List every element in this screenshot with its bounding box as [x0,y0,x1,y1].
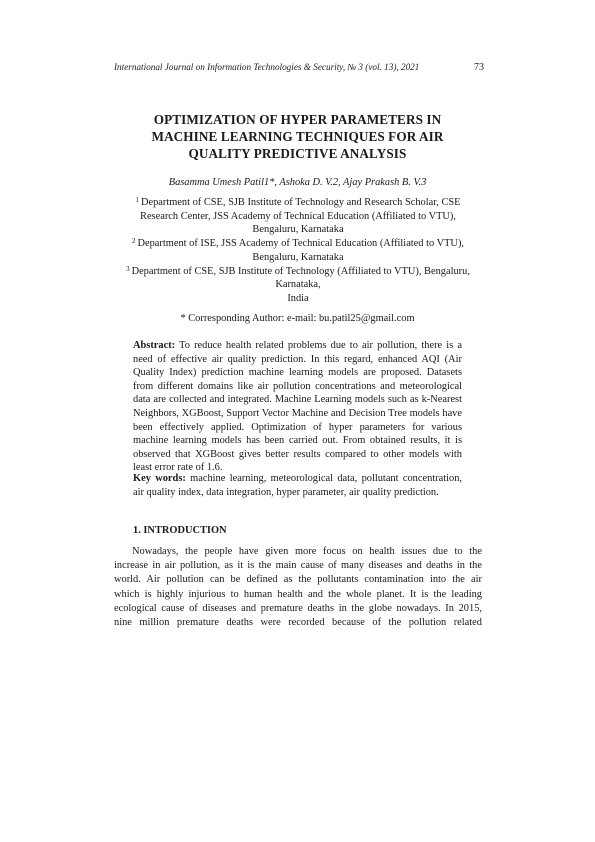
corresponding-author: * Corresponding Author: e-mail: bu.patil25@gmail.com [180,313,415,324]
affiliation-line: $^2$ Department of ISE, JSS Academy of Technical Education (Affiliated to VTU), [132,237,464,250]
author-list: Basamma Umesh Patil1*, Ashoka D. V.2, Ajay Prakash B. V.3 [168,177,427,188]
affiliation-mark: 3 [126,264,130,273]
keywords-text: machine learning, meteorological data, pollutant concentration, air quality index, data integration, hyper parameter, air quality prediction. [133,473,462,498]
affiliation-line: Karnataka, [275,279,321,291]
affiliation-line: India [287,292,309,304]
body-line: which is highly injurious to human health and the whole planet. It is the leading [114,588,482,600]
affiliation-line: Bengaluru, Karnataka [252,224,344,236]
keywords [133,472,462,499]
running-header: International Journal on Information Technologies & Security, № 3 (vol. 13), 2021 [114,62,420,72]
title-line: OPTIMIZATION OF HYPER PARAMETERS IN [153,112,442,127]
section-heading: 1. INTRODUCTION [133,525,227,536]
body-line: nine million premature deaths were recorded because of the pollution related [114,617,482,629]
paper-title [100,111,495,162]
affiliations [108,196,488,306]
affiliation-line: Bengaluru, Karnataka [252,251,344,263]
body-line: increase in air pollution, as it is the main cause of many diseases and deaths in the [114,560,482,572]
body-line: Nowadays, the people have given more focus on health issues due to the [132,546,482,557]
affiliation-line: $^3$ Department of CSE, SJB Institute of Technology (Affiliated to VTU), Bengaluru, [126,264,470,277]
abstract [133,339,462,475]
affiliation-mark: 1 [135,196,139,204]
body-line: world. Air pollution can be defined as the pollutants contamination into the air [114,574,482,586]
body-line: ecological cause of diseases and premature deaths in the globe nowadays. In 2015, [114,602,482,614]
title-line: QUALITY PREDICTIVE ANALYSIS [188,146,407,161]
abstract-label: Abstract: [133,340,176,351]
affiliation-mark: 2 [132,237,136,246]
affiliation-line: $^1$ Department of CSE, SJB Institute of Technology and Research Scholar, CSE [135,196,461,208]
keywords-label: Key words: [133,473,186,484]
affiliation-line: Research Center, JSS Academy of Technical Education (Affiliated to VTU), [140,210,456,222]
abstract-text: To reduce health related problems due to air pollution, there is a need of effective air quality prediction. In this regard, enhanced AQI (Air Quality Index) prediction machine learning models are proposed. Datasets from different domains like air pollution concentrations and meteorological data are collected and integrated. Machine Learning models such as k-Nearest Neighbors, XGBoost, Support Vector Machine and Decision Tree models have been effectively applied. Optimization of hyper parameters for various machine learning models has been carried out. From obtained results, it is observed that XGBoost gives better results compared to other models with least error rate of 1.6. [133,340,462,474]
title-line: MACHINE LEARNING TECHNIQUES FOR AIR [151,129,444,144]
introduction-body [114,545,482,630]
page-number: 73 [474,62,484,73]
